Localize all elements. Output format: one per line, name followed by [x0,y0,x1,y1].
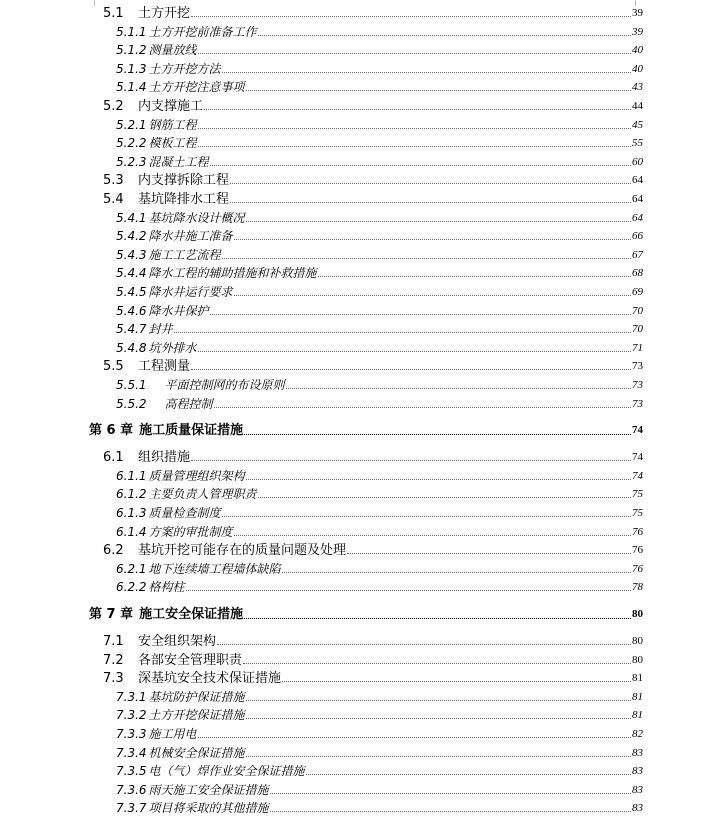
toc-entry[interactable]: 5.2.1 钢筋工程 45 [0,116,717,135]
toc-entry-title: 施工用电 [148,727,197,741]
toc-entry[interactable]: 5.2.3 混凝土工程 60 [0,153,717,172]
toc-leader-dots [318,276,631,277]
toc-entry-title: 模板工程 [148,136,197,151]
toc-entry[interactable]: 5.4.3 施工工艺流程 67 [0,246,717,265]
toc-entry[interactable]: 6.1.1 质量管理组织架构 74 [0,467,717,486]
toc-entry-number: 7.3 [103,671,124,687]
toc-entry-number: 5.4.6 [116,303,147,318]
toc-entry-title: 基坑防护保证措施 [148,689,245,704]
toc-entry-title: 测量放线 [148,43,197,58]
toc-leader-dots [186,590,631,591]
toc-entry-title: 平面控制网的布设原则 [164,378,285,392]
toc-entry-number: 5.5 [103,359,124,375]
toc-leader-dots [306,774,631,775]
toc-leader-dots [222,258,631,259]
toc-leader-dots [230,183,631,184]
toc-entry-number: 5.4 [103,192,124,207]
toc-entry[interactable]: 6.2.1 地下连续墙工程墙体缺陷 76 [0,560,717,579]
toc-entry[interactable]: 5.4.8 坑外排水 71 [0,339,717,358]
toc-entry[interactable]: 6.2.2 格构柱 78 [0,578,717,597]
toc-leader-dots [244,618,631,619]
toc-entry-number: 5.1.1 [116,24,147,39]
toc-entry[interactable]: 6.1.2 主要负责人管理职责 75 [0,485,717,504]
toc-leader-dots [234,295,631,296]
toc-entry-title: 降水工程的辅助措施和补救措施 [148,266,317,281]
toc-entry[interactable]: 5.4.6 降水井保护 70 [0,302,717,321]
toc-entry[interactable]: 7.1 安全组织架构 80 [103,634,643,649]
toc-entry[interactable]: 7.3.5 电（气）焊作业安全保证措施 83 [0,762,717,781]
toc-entry-title: 施工质量保证措施 [139,423,244,439]
toc-entry-title: 组织措施 [138,450,191,466]
toc-entry-number: 5.1.4 [116,80,147,95]
toc-entry-title: 降水井施工准备 [148,229,233,244]
toc-entry-title: 降水井保护 [148,303,209,318]
toc-entry[interactable]: 5.1.4 土方开挖注意事项 43 [0,78,717,97]
toc-entry-number: 5.1 [103,6,124,21]
toc-entry-number: 5.3 [103,173,124,189]
toc-entry[interactable]: 7.3.3 施工用电 82 [0,725,717,744]
toc-entry[interactable]: 5.2.2 模板工程 55 [0,134,717,153]
toc-leader-dots [214,407,631,408]
toc-leader-dots [246,479,631,480]
toc-entry[interactable]: 5.4.7 封井 70 [0,320,717,339]
toc-entry-number: 5.2 [103,99,124,114]
toc-entry[interactable]: 5.5.1 平面控制网的布设原则 73 [0,376,717,395]
toc-entry-number: 5.4.4 [116,266,147,281]
toc-entry[interactable]: 5.5 工程测量 73 [103,359,643,375]
toc-entry-title: 雨天施工安全保证措施 [148,782,269,797]
toc-leader-dots [198,53,631,54]
toc-entry-title: 深基坑安全技术保证措施 [138,671,282,687]
toc-entry-number: 5.5.1 [116,378,147,392]
toc-entry[interactable]: 5.2 内支撑施工 44 [103,99,643,114]
toc-entry-title: 工程测量 [138,359,191,375]
toc-entry-number: 6.1.2 [116,487,147,502]
toc-leader-dots [234,239,631,240]
toc-entry-number: 5.4.7 [116,322,147,337]
toc-leader-dots [204,109,631,110]
toc-entry-title: 基坑开挖可能存在的质量问题及处理 [138,543,347,559]
toc-entry-number: 7.3.1 [116,689,147,704]
toc-entry-title: 基坑降水设计概况 [148,210,245,225]
toc-entry-title: 降水井运行要求 [148,285,233,299]
toc-leader-dots [270,793,631,794]
toc-entry-title: 土方开挖前准备工作 [148,24,257,39]
toc-leader-dots [347,553,631,554]
toc-entry-number: 5.2.2 [116,136,147,151]
toc-entry-title: 封井 [148,322,173,337]
toc-entry[interactable]: 5.3 内支撑拆除工程 64 [103,173,643,189]
toc-entry[interactable]: 6.1 组织措施 74 [103,450,643,466]
toc-entry[interactable]: 第 7 章 施工安全保证措施 80 [89,607,643,622]
toc-entry-title: 方案的审批制度 [148,524,233,539]
toc-entry-number: 6.1.4 [116,524,147,539]
toc-entry-title: 基坑降排水工程 [138,192,230,207]
toc-leader-dots [222,516,631,517]
toc-entry-number: 6.1.3 [116,506,147,520]
toc-leader-dots [210,314,631,315]
toc-entry-number: 7.3.3 [116,727,147,741]
toc-entry-title: 混凝土工程 [148,154,209,169]
toc-leader-dots [282,681,631,682]
toc-leader-dots [198,737,631,738]
toc-leader-dots [217,644,631,645]
toc-entry-title: 施工工艺流程 [148,247,221,262]
toc-entry-number: 7.3.5 [116,764,147,779]
toc-entry-title: 机械安全保证措施 [148,745,245,760]
toc-entry[interactable]: 6.1.4 方案的审批制度 76 [0,523,717,542]
toc-entry[interactable]: 7.3 深基坑安全技术保证措施 81 [103,671,643,687]
toc-entry-title: 项目将采取的其他措施 [148,801,269,816]
toc-leader-dots [246,700,631,701]
toc-entry-title: 电（气）焊作业安全保证措施 [148,764,305,779]
toc-leader-dots [246,756,631,757]
toc-leader-dots [258,35,631,36]
toc-leader-dots [191,369,631,370]
toc-entry[interactable]: 6.1.3 质量检查制度 75 [0,504,717,523]
toc-entry-title: 土方开挖方法 [148,61,221,76]
toc-entry[interactable]: 6.2 基坑开挖可能存在的质量问题及处理 76 [103,543,643,559]
toc-entry-title: 内支撑拆除工程 [138,173,230,189]
toc-entry-number: 7.3.2 [116,708,147,723]
toc-entry-title: 内支撑施工 [138,99,204,114]
toc-leader-dots [246,718,631,719]
toc-entry-number: 5.4.8 [116,340,147,355]
toc-entry[interactable]: 5.1.3 土方开挖方法 40 [0,60,717,79]
toc-entry-number: 第 7 章 [89,607,134,622]
toc-entry-title: 土方开挖注意事项 [148,80,245,95]
toc-entry[interactable]: 5.1.1 土方开挖前准备工作 39 [0,23,717,42]
toc-entry[interactable]: 7.3.7 项目将采取的其他措施 83 [0,799,717,818]
toc-leader-dots [191,16,631,17]
toc-entry-number: 6.2.2 [116,580,147,595]
toc-leader-dots [270,811,631,812]
toc-entry-number: 7.3.6 [116,782,147,797]
toc-entry-number: 第 6 章 [89,423,134,439]
toc-entry-number: 6.2.1 [116,561,147,576]
toc-entry-title: 安全组织架构 [138,634,217,649]
toc-entry-number: 7.3.7 [116,801,147,816]
toc-leader-dots [246,90,631,91]
toc-leader-dots [230,202,631,203]
toc-entry-title: 施工安全保证措施 [139,607,244,622]
toc-entry-title: 地下连续墙工程墙体缺陷 [148,561,281,576]
toc-leader-dots [286,388,631,389]
toc-leader-dots [198,128,631,129]
toc-leader-dots [234,535,631,536]
toc-entry-title: 高程控制 [164,396,213,411]
toc-leader-dots [210,165,631,166]
toc-entry-number: 5.4.3 [116,247,147,262]
toc-leader-dots [198,146,631,147]
toc-entry-title: 格构柱 [148,580,185,595]
toc-entry-title: 坑外排水 [148,340,197,355]
toc-entry[interactable]: 5.5.2 高程控制 73 [0,395,717,414]
toc-leader-dots [258,497,631,498]
toc-leader-dots [174,332,631,333]
toc-entry[interactable]: 第 6 章 施工质量保证措施 74 [89,423,643,439]
toc-entry[interactable]: 7.3.4 机械安全保证措施 83 [0,744,717,763]
toc-entry-title: 主要负责人管理职责 [148,487,257,502]
toc-entry-number: 5.2.1 [116,117,147,132]
toc-entry[interactable]: 5.1.2 测量放线 40 [0,41,717,60]
toc-entry-number: 6.2 [103,543,124,559]
toc-entry-title: 质量管理组织架构 [148,468,245,483]
toc-leader-dots [282,572,631,573]
toc-entry-number: 6.1.1 [116,468,147,483]
toc-entry-title: 土方开挖 [138,6,191,21]
toc-leader-dots [244,434,631,435]
toc-entry-number: 5.1.2 [116,43,147,58]
toc-entry[interactable]: 7.3.1 基坑防护保证措施 81 [0,688,717,707]
toc-entry-number: 6.1 [103,450,124,466]
toc-leader-dots [198,351,631,352]
toc-entry-title: 土方开挖保证措施 [148,708,245,723]
toc-entry-number: 7.2 [103,652,124,668]
toc-leader-dots [243,663,631,664]
toc-entry-number: 7.3.4 [116,745,147,760]
toc-entry-number: 5.4.2 [116,229,147,244]
toc-entry-number: 5.2.3 [116,154,147,169]
toc-entry-title: 钢筋工程 [148,117,197,132]
toc-leader-dots [246,221,631,222]
toc-entry[interactable]: 5.4 基坑降排水工程 64 [103,192,643,207]
toc-entry[interactable]: 5.1 土方开挖 39 [103,6,643,21]
toc-entry-number: 5.5.2 [116,396,147,411]
toc-entry-number: 5.4.1 [116,210,147,225]
toc-entry-number: 5.1.3 [116,61,147,76]
toc-entry-title: 质量检查制度 [148,506,221,520]
toc-entry[interactable]: 7.3.2 土方开挖保证措施 81 [0,706,717,725]
toc-entry-title: 各部安全管理职责 [138,652,243,668]
toc-leader-dots [222,72,631,73]
toc-entry[interactable]: 5.4.5 降水井运行要求 69 [0,283,717,302]
toc-leader-dots [191,460,631,461]
toc-entry-number: 5.4.5 [116,285,147,299]
toc-entry[interactable]: 7.3.6 雨天施工安全保证措施 83 [0,781,717,800]
toc-entry[interactable]: 5.4.4 降水工程的辅助措施和补救措施 68 [0,264,717,283]
toc-entry[interactable]: 7.2 各部安全管理职责 80 [103,652,643,668]
toc-entry-number: 7.1 [103,634,124,649]
toc-entry[interactable]: 5.4.2 降水井施工准备 66 [0,227,717,246]
toc-entry[interactable]: 5.4.1 基坑降水设计概况 64 [0,209,717,228]
